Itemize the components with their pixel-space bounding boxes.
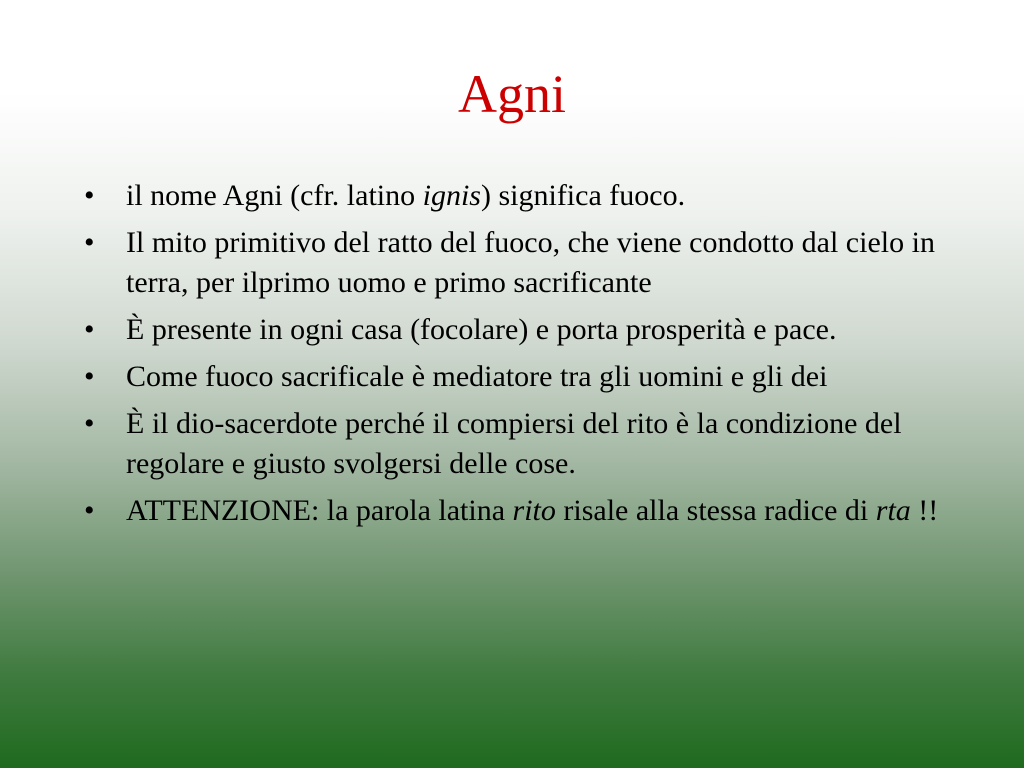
bullet-icon: • (84, 226, 95, 259)
bullet-item (84, 310, 964, 350)
emphasis-rito: rito (512, 494, 556, 527)
bullet-item (84, 176, 964, 216)
emphasis-ignis: ignis (422, 179, 481, 212)
bullet-icon: • (84, 494, 95, 527)
bullet-item (84, 404, 964, 484)
bullet-item (84, 223, 964, 303)
bullet-text: Come fuoco sacrificale è mediatore tra gli uomini e gli dei (126, 360, 828, 393)
bullet-text: È il dio-sacerdote perché il compiersi del rito è la condizione del regolare e giusto svolgersi delle cose. (126, 407, 902, 480)
bullet-icon: • (84, 179, 95, 212)
bullet-icon: • (84, 407, 95, 440)
bullet-icon: • (84, 360, 95, 393)
bullet-text: È presente in ogni casa (focolare) e porta prosperità e pace. (126, 313, 837, 346)
bullet-text: ATTENZIONE: la parola latina rito risale alla stessa radice di rta !! (126, 494, 939, 527)
bullet-text: il nome Agni (cfr. latino ignis) significa fuoco. (126, 179, 686, 212)
bullet-text: Il mito primitivo del ratto del fuoco, che viene condotto dal cielo in terra, per ilprimo uomo e primo sacrificante (126, 226, 935, 299)
bullet-list (84, 176, 964, 538)
emphasis-rta: rta (875, 494, 911, 527)
bullet-item (84, 357, 964, 397)
slide-title: Agni (458, 64, 566, 124)
bullet-item (84, 491, 964, 531)
bullet-icon: • (84, 313, 95, 346)
